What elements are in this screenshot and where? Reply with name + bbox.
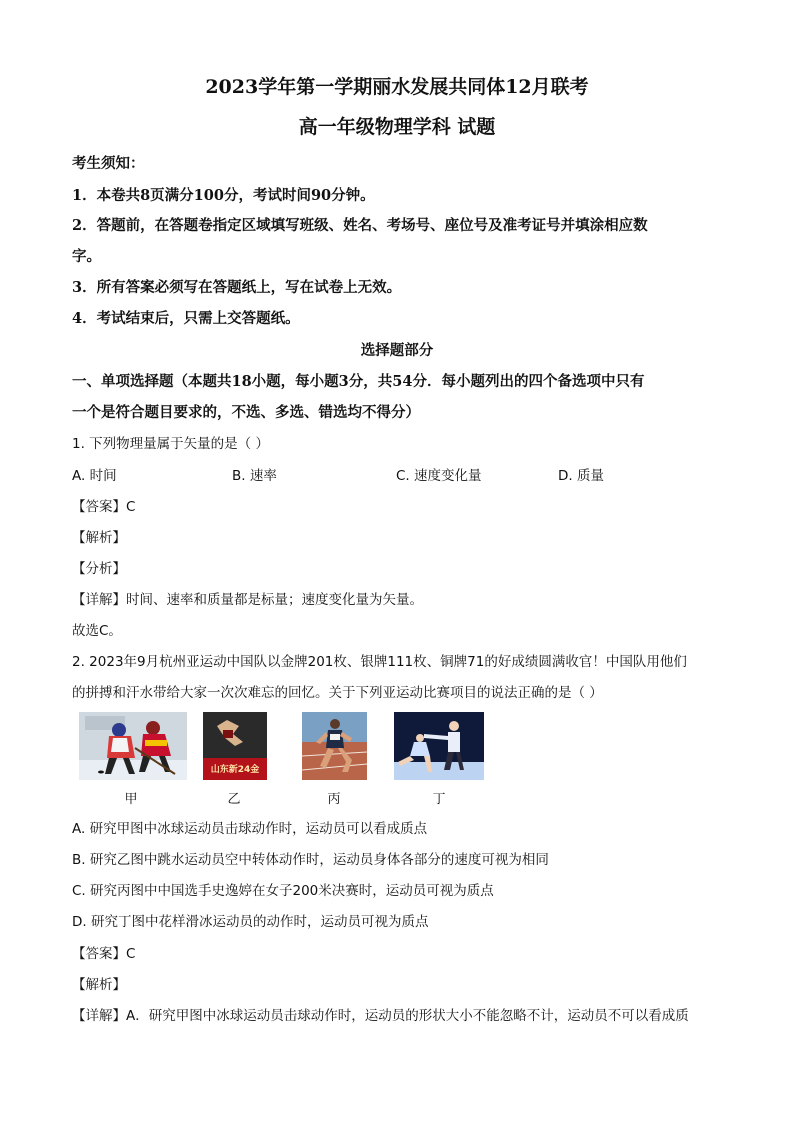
exam-subtitle: 高一年级物理学科 试题 <box>298 116 496 138</box>
figure-skating-photo <box>394 712 484 780</box>
q2-stem-2: 的拼搏和汗水带给大家一次次难忘的回忆。关于下列亚运动比赛项目的说法正确的是（ ） <box>72 685 603 701</box>
notice-heading: 考生须知： <box>72 155 145 172</box>
q1-option-c: C. 速度变化量 <box>396 468 482 484</box>
q2-detail: 【详解】A．研究甲图中冰球运动员击球动作时，运动员的形状大小不能忽略不计，运动员不可以看成质 <box>72 1008 689 1024</box>
q2-option-b: B. 研究乙图中跳水运动员空中转体动作时，运动员身体各部分的速度可视为相同 <box>72 852 549 868</box>
caption-bing: 丙 <box>327 792 341 807</box>
notice-item-2: 2．答题前，在答题卷指定区域填写班级、姓名、考场号、座位号及准考证号并填涂相应数 <box>72 217 648 234</box>
notice-item-2-cont: 字。 <box>72 248 101 265</box>
q1-option-a: A. 时间 <box>72 468 117 484</box>
notice-item-1: 1．本卷共8页满分100分，考试时间90分钟。 <box>72 187 375 204</box>
caption-jia: 甲 <box>124 792 138 807</box>
ice-hockey-photo <box>79 712 187 780</box>
q2-option-c: C. 研究丙图中中国选手史逸婷在女子200米决赛时，运动员可视为质点 <box>72 883 494 899</box>
section-intro-1: 一、单项选择题（本题共18小题，每小题3分，共54分．每小题列出的四个备选项中只有 <box>72 373 645 390</box>
q1-analysis: 【解析】 <box>72 530 126 546</box>
q2-option-a: A. 研究甲图中冰球运动员击球动作时，运动员可以看成质点 <box>72 821 428 837</box>
q2-stem-1: 2. 2023年9月杭州亚运动中国队以金牌201枚、银牌111枚、铜牌71的好成绩圆满收官！中国队用他们 <box>72 654 687 670</box>
q1-option-d: D. 质量 <box>558 468 604 484</box>
diving-poster-text: 山东新24金 <box>210 765 260 775</box>
q1-conclusion: 故选C。 <box>72 623 122 639</box>
q1-detail: 【详解】时间、速率和质量都是标量；速度变化量为矢量。 <box>72 592 423 608</box>
q1-stem: 1. 下列物理量属于矢量的是（ ） <box>72 436 269 452</box>
notice-item-4: 4．考试结束后，只需上交答题纸。 <box>72 310 300 327</box>
q1-fenxi: 【分析】 <box>72 561 126 577</box>
sprinter-photo <box>302 712 367 780</box>
notice-item-3: 3．所有答案必须写在答题纸上，写在试卷上无效。 <box>72 279 402 296</box>
caption-yi: 乙 <box>227 792 241 807</box>
caption-ding: 丁 <box>432 792 446 807</box>
q2-option-d: D. 研究丁图中花样滑冰运动员的动作时，运动员可视为质点 <box>72 914 429 930</box>
exam-title: 2023学年第一学期丽水发展共同体12月联考 <box>205 76 589 98</box>
q2-analysis: 【解析】 <box>72 977 126 993</box>
diving-photo <box>203 712 267 780</box>
q1-option-b: B. 速率 <box>232 468 277 484</box>
section-title: 选择题部分 <box>360 342 434 359</box>
section-intro-2: 一个是符合题目要求的，不选、多选、错选均不得分） <box>72 404 420 421</box>
q1-answer: 【答案】C <box>72 499 136 515</box>
q2-answer: 【答案】C <box>72 946 136 962</box>
